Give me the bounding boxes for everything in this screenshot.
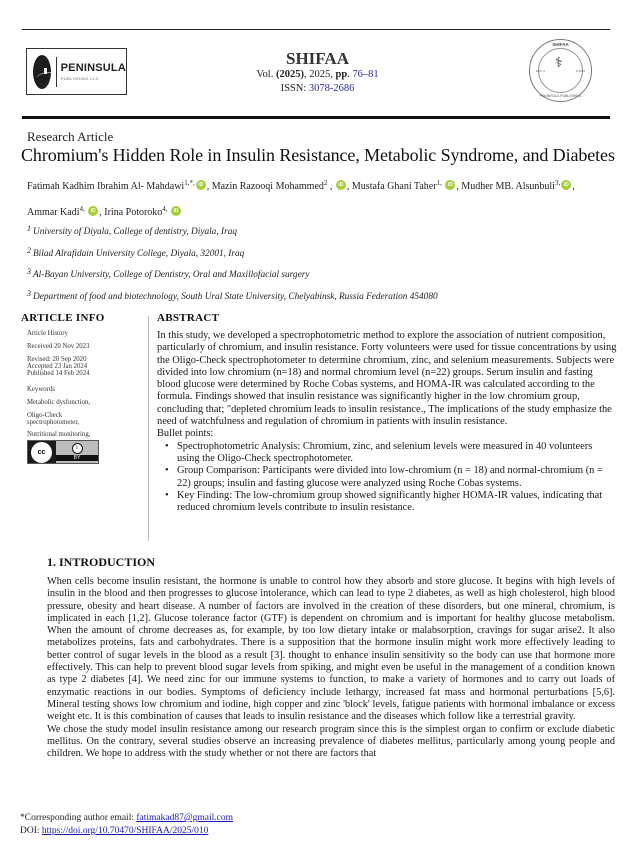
author: Mudher MB. Alsunbuli xyxy=(461,181,555,192)
author-sup: 4, xyxy=(79,205,85,213)
abstract-body xyxy=(157,330,617,514)
affiliation-num: 3 xyxy=(27,288,31,298)
abstract-text: In this study, we developed a spectrophotometric method to explore the association of nutrient composition, particularly of chromium, and insulin resistance. Forty volunteers were used for tissue concentrations by using the Oligo-Check spectrophotometer to determine chromium, zinc, and selenium measurements. Subjects were divided into low chromium (n=18) and normal chromium level (n=22) groups. Serum insulin and fasting blood glucose were determined by Roche Cobas systems, and HOMA-IR was calculated according to the formula. Findings showed that insulin resistance was significantly higher in the low chromium group, concluding that; "depleted chromium leads to insulin resistance., The implications of the study emphasize the need of watchfulness and regulation of chromium in patients with insulin resistance. xyxy=(157,330,617,428)
journal-header xyxy=(200,50,435,96)
orcid-icon[interactable]: iD xyxy=(196,180,206,190)
bullet-item: • Spectrophotometric Analysis: Chromium, zinc, and selenium levels were measured in 40 volunteers using the Oligo-Check spectrophotometer. xyxy=(167,441,617,466)
affiliation xyxy=(27,242,438,264)
journal-seal xyxy=(529,39,592,102)
author: Fatimah Kadhim Ibrahim Al- Mahdawi xyxy=(27,181,185,192)
seal-top-text: SHIFAA xyxy=(552,42,569,47)
orcid-icon[interactable]: iD xyxy=(561,180,571,190)
keyword: Oligo-Check spectrophotometer, xyxy=(27,412,80,426)
doi-line xyxy=(20,825,233,838)
year: , 2025, xyxy=(303,69,336,80)
journal-title: SHIFAA xyxy=(286,49,349,68)
abstract xyxy=(157,312,617,514)
email-link[interactable]: fatimakad87@gmail.com xyxy=(136,813,233,823)
article-title: Chromium's Hidden Role in Insulin Resistance, Metabolic Syndrome, and Diabetes xyxy=(21,145,615,165)
pp-label: pp xyxy=(335,69,348,80)
author-sup: 3, xyxy=(554,179,561,187)
seal-bottom-text: PENINSULA PUBLISHING xyxy=(539,94,582,98)
article-info-heading: ARTICLE INFO xyxy=(21,312,105,324)
affiliation xyxy=(27,285,438,307)
pp-sep: . xyxy=(347,69,353,80)
published-date: Published 14 Feb 2024 xyxy=(27,370,90,377)
affiliation xyxy=(27,263,438,285)
author: Mustafa Ghani Taher xyxy=(351,181,437,192)
orcid-icon[interactable]: iD xyxy=(88,206,98,216)
introduction-body xyxy=(47,576,615,760)
vol: (2025) xyxy=(275,69,304,80)
affiliation-num: 1 xyxy=(27,224,31,233)
bullets-label: Bullet points: xyxy=(157,428,214,440)
author: Irina Potoroko xyxy=(104,207,163,218)
affiliation-num: 2 xyxy=(27,245,31,255)
issn-value: 3078-2686 xyxy=(308,83,355,94)
bullet-item: • Key Finding: The low-chromium group showed significantly higher HOMA-IR values, indicating that reduced chromium levels contribute to insulin resistance. xyxy=(167,490,617,515)
affiliation-num: 3 xyxy=(27,267,31,276)
keywords-label: Keywords xyxy=(27,386,55,393)
author-sup: 1,*, xyxy=(184,179,195,187)
author-sup: 2 xyxy=(323,179,328,187)
keyword: Nutritional monitoring, xyxy=(27,431,91,438)
introduction-heading: 1. INTRODUCTION xyxy=(47,555,156,569)
cc-by-license-badge[interactable] xyxy=(27,440,99,464)
affiliation-text: Bilad Alrafidain University College, Diyala, 32001, Iraq xyxy=(33,248,245,259)
article-info xyxy=(21,312,146,464)
paragraph: We chose the study model insulin resistance among our research program since this is the simplest organ to confirm or exclude diabetic mellitus. On the contrary, several studies observe an increasing prevalence of diabetes mellitus, particularly among young people and children. We hope to address with the study whether or not there are factors that xyxy=(47,723,615,760)
header-rule xyxy=(22,116,610,119)
publisher-name: PENINSULA xyxy=(60,62,126,74)
page-range: 76–81 xyxy=(352,69,379,80)
history-label: Article History xyxy=(27,330,68,337)
affiliation-text: Al-Bayan University, College of Dentistry, Oral and Maxillofacial surgery xyxy=(33,270,310,280)
orcid-icon[interactable]: iD xyxy=(336,180,346,190)
logo-divider xyxy=(56,57,57,87)
journal-volume-line xyxy=(200,68,435,82)
author: Ammar Kadi xyxy=(27,207,80,218)
orcid-icon[interactable]: iD xyxy=(171,206,181,216)
cc-icon: cc xyxy=(31,442,52,463)
author-sup: 1, xyxy=(436,179,442,187)
orcid-icon[interactable]: iD xyxy=(445,180,455,190)
affiliation-list xyxy=(27,220,438,306)
paragraph: When cells become insulin resistant, the hormone is unable to control how they absorb and store glucose. It begins with high levels of insulin in the blood and then progresses to glucose intolerance, which can lead to type 2 diabetes, as well as high cholesterol, high blood pressure, obesity and heart disease. A number of factors are involved in the creation of these disorders, but one mineral, chromium, is implicated in each [1,2]. Glucose tolerance factor (GTF) is dependent on chromium and is important for healthy glucose metabolism. When the amount of chrome decreases as, for example, by too low dietary intake or malabsorption, cravings for sugar arise2. It also metabolizes proteins, fats and carbohydrates. There is a supposition that the hormone insulin might work more effectively leading to better control of sugar levels in the blood as a result [3]. thought to enhance insulin sensitivity so the body can use that hormone more effectively. This can help to prevent blood sugar levels from spiking, and might even be useful in the management of a condition known as type 2 diabetes [4]. We need zinc for our immune systems to function, to make a variety of hormones and to carry out loads of enzymatic reactions in our bodies. Symptoms of deficiency include lethargy, increased fat mass and hormonal perturbations [5,6]. Mineral testing shows low chromium and iodine, high copper and zinc 'block' levels, fatigue patients with hormonal imbalance or excess weight etc. It is this combination of causes that leads to insulin resistance and the diseases which follow like a terrestrial gravity. xyxy=(47,576,615,723)
seal-left-text: EST. 4 xyxy=(536,69,545,73)
by-label: BY xyxy=(56,455,98,461)
doi-label: DOI: xyxy=(20,826,42,836)
lighthouse-icon xyxy=(33,55,51,89)
doi-link[interactable]: https://doi.org/10.70470/SHIFAA/2025/010 xyxy=(41,826,209,836)
accepted-date: Accepted 23 Jan 2024 xyxy=(27,363,88,370)
affiliation-text: Department of food and biotechnology, South Ural State University, Chelyabinsk, Russia Federation 454080 xyxy=(33,291,438,302)
vol-prefix: Vol. xyxy=(256,69,276,80)
affiliation xyxy=(27,220,438,242)
corresponding-email-line xyxy=(20,812,233,825)
article-type: Research Article xyxy=(27,129,114,144)
revised-date: Revised: 20 Sep 2020 xyxy=(27,356,87,363)
seal-right-text: 8 2018 xyxy=(575,69,585,73)
attribution-icon: i xyxy=(72,443,83,454)
keyword: Metabolic dysfunction, xyxy=(27,399,91,406)
column-divider xyxy=(148,316,149,541)
bullet-list xyxy=(157,441,617,515)
caduceus-icon: ⚕ xyxy=(555,56,563,71)
abstract-heading: ABSTRACT xyxy=(157,312,220,324)
issn-line xyxy=(200,82,435,96)
affiliation-text: University of Diyala, College of dentistry, Diyala, Iraq xyxy=(33,227,237,237)
footnote xyxy=(20,812,233,838)
publisher-sub: PUBLISHING LLC xyxy=(60,76,99,81)
received-date: Received 20 Nov 2023 xyxy=(27,343,90,350)
email-label: *Corresponding author email: xyxy=(20,813,137,823)
author: Mazin Razooqi Mohammed xyxy=(211,181,324,192)
author-list: Fatimah Kadhim Ibrahim Al- Mahdawi$^{1,*,}$ iD , Mazin Razooqi Mohammed$^2$ , iD , Mustafa Ghani Taher$^{1,}$ iD , Mudher MB. Alsunbuli$^{3,}$ iD , Ammar Kadi$^{4,}$ iD , Irina Potoroko$^{4,}$ iD xyxy=(27,179,575,218)
publisher-logo xyxy=(26,48,127,95)
top-rule xyxy=(22,29,610,30)
author-sup: 4, xyxy=(162,205,168,213)
issn-label: ISSN: xyxy=(280,83,309,94)
bullet-item: • Group Comparison: Participants were divided into low-chromium (n = 18) and normal-chromium (n = 22) groups; insulin and fasting glucose were analyzed using Roche Cobas systems. xyxy=(167,465,617,490)
